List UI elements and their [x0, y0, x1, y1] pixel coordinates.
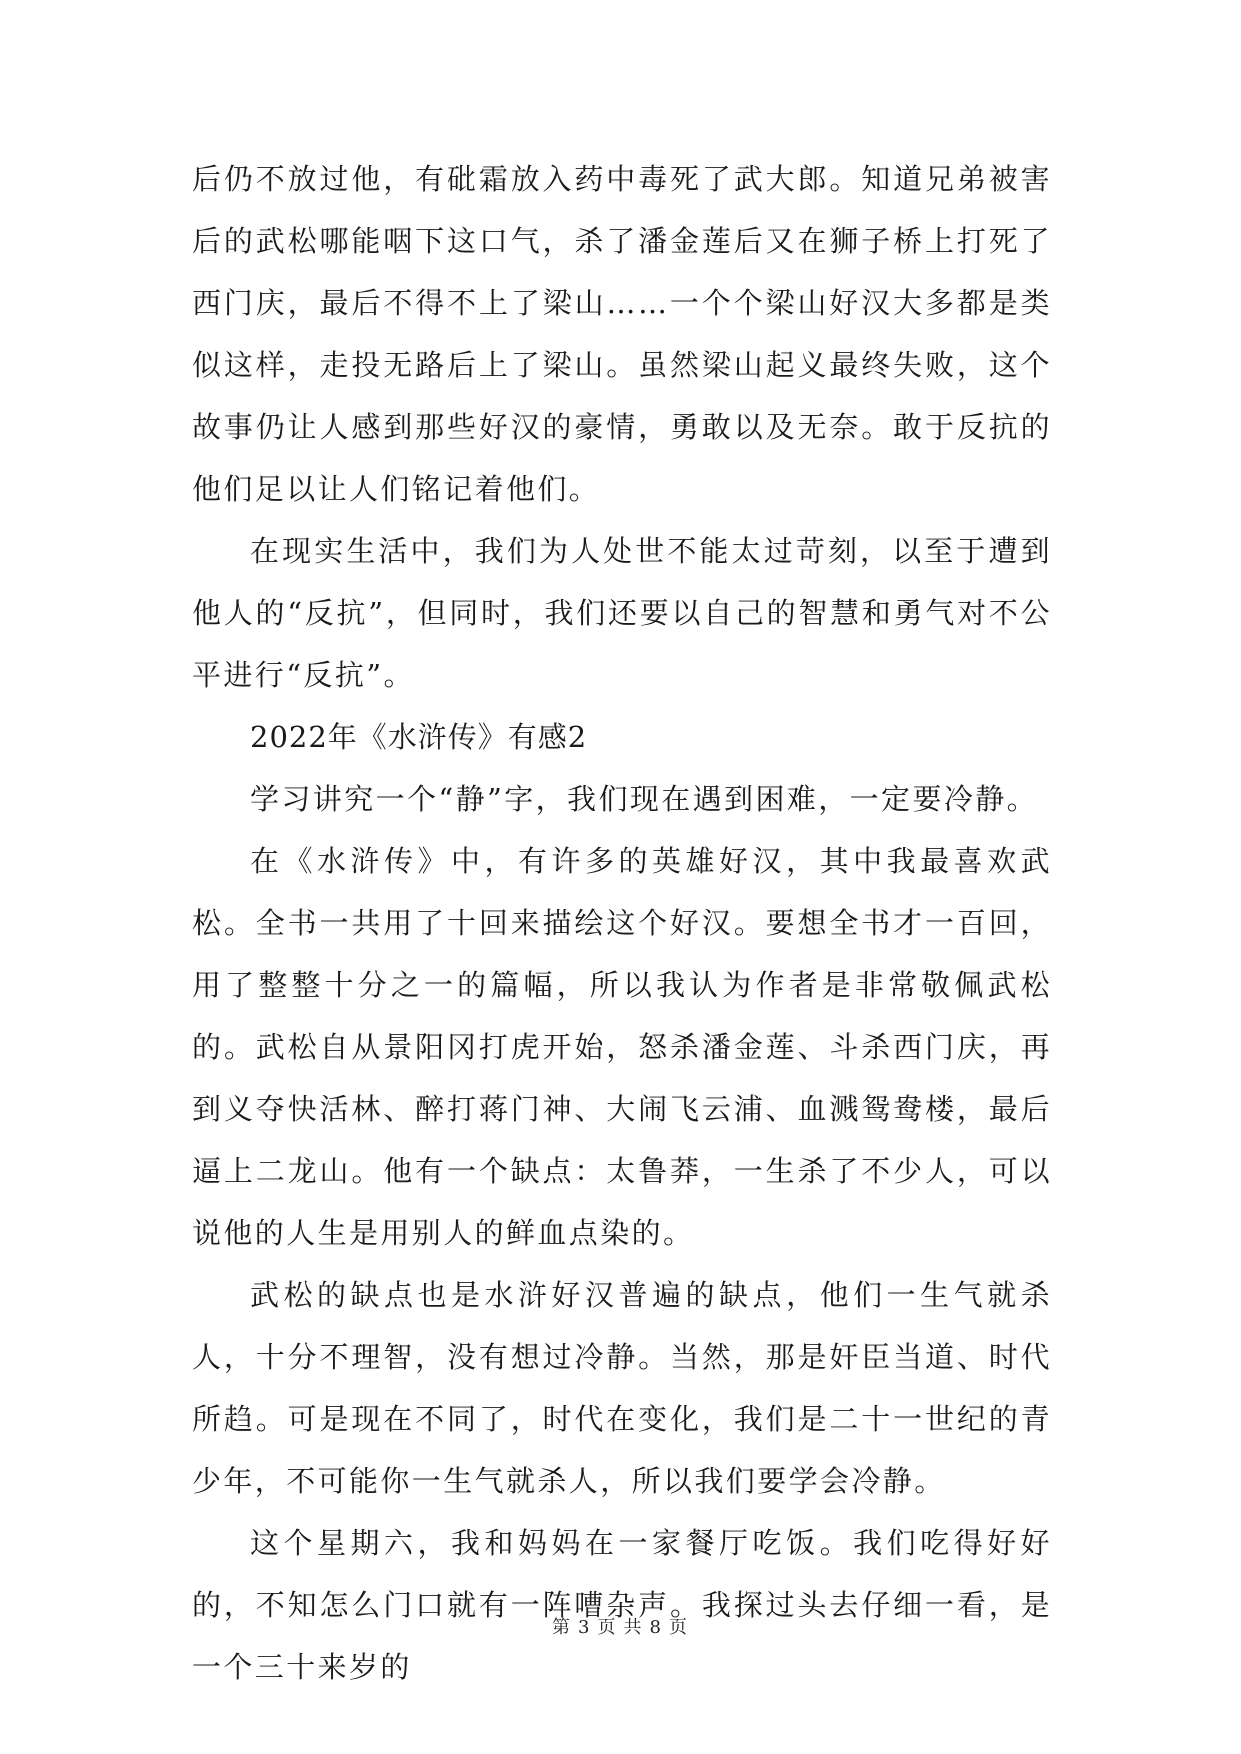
footer-total-prefix: 共 [623, 1617, 644, 1638]
footer-suffix: 页 [668, 1617, 689, 1638]
paragraph-wusong: 在《水浒传》中，有许多的英雄好汉，其中我最喜欢武松。全书一共用了十回来描绘这个好汉。要想全书才一百回，用了整整十分之一的篇幅，所以我认为作者是非常敬佩武松的。武松自从景阳冈打虎开始，怒杀潘金莲、斗杀西门庆，再到义夺快活林、醉打蒋门神、大闹飞云浦、血溅鸳鸯楼，最后逼上二龙山。他有一个缺点：太鲁莽，一生杀了不少人，可以说他的人生是用别人的鲜血点染的。 [192, 844, 1052, 1250]
section-heading: 2022年《水浒传》有感2 [250, 720, 588, 754]
paragraph-shortcoming: 武松的缺点也是水浒好汉普遍的缺点，他们一生气就杀人，十分不理智，没有想过冷静。当然，那是奸臣当道、时代所趋。可是现在不同了，时代在变化，我们是二十一世纪的青少年，不可能你一生气就杀人，所以我们要学会冷静。 [192, 1278, 1052, 1498]
footer-total-pages: 8 [649, 1617, 663, 1638]
footer-current-page: 3 [578, 1617, 592, 1638]
paragraph-saturday: 这个星期六，我和妈妈在一家餐厅吃饭。我们吃得好好的，不知怎么门口就有一阵嘈杂声。我探过头去仔细一看，是一个三十来岁的 [192, 1526, 1052, 1684]
paragraph-reflection: 在现实生活中，我们为人处世不能太过苛刻，以至于遭到他人的“反抗”，但同时，我们还要以自己的智慧和勇气对不公平进行“反抗”。 [192, 534, 1052, 692]
footer-prefix: 第 [552, 1617, 573, 1638]
paragraph-intro: 学习讲究一个“静”字，我们现在遇到困难，一定要冷静。 [250, 782, 1039, 816]
footer-page-unit: 页 [597, 1617, 618, 1638]
paragraph-continued: 后仍不放过他，有砒霜放入药中毒死了武大郎。知道兄弟被害后的武松哪能咽下这口气，杀了潘金莲后又在狮子桥上打死了西门庆，最后不得不上了梁山……一个个梁山好汉大多都是类似这样，走投无路后上了梁山。虽然梁山起义最终失败，这个故事仍让人感到那些好汉的豪情，勇敢以及无奈。敢于反抗的他们足以让人们铭记着他们。 [192, 162, 1052, 506]
document-body [192, 148, 1052, 1698]
page-footer [0, 1613, 1241, 1639]
